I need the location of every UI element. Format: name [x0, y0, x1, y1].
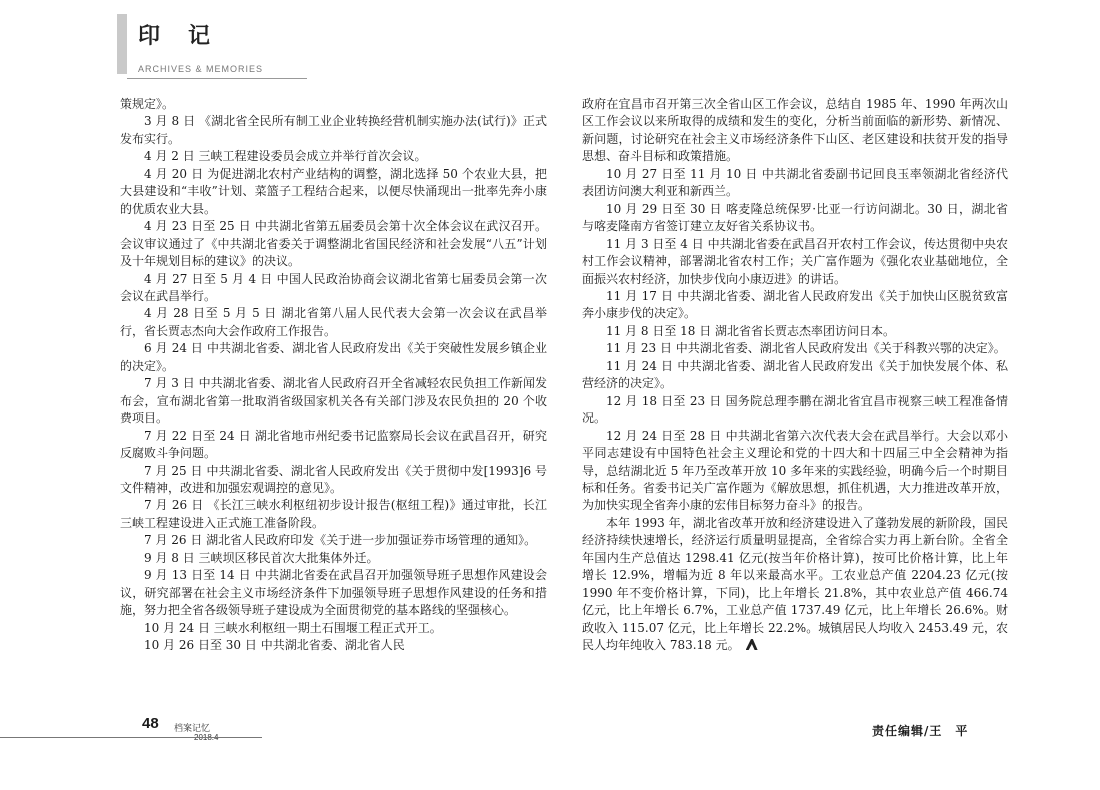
right-column [582, 96, 1008, 655]
magazine-name: 档案记忆 [174, 724, 211, 734]
entry-paragraph [120, 375, 547, 427]
entry-text: 7 月 22 日至 24 日 湖北省地市州纪委书记监察局长会议在武昌召开，研究反腐败斗争问题。 [120, 428, 547, 461]
entry-text: 4 月 2 日 三峡工程建设委员会成立并举行首次会议。 [144, 149, 427, 164]
header-rule [127, 78, 307, 79]
entry-paragraph [582, 96, 1008, 166]
entry-text: 10 月 26 日至 30 日 中共湖北省委、湖北省人民 [144, 638, 405, 653]
footer-rule [0, 737, 262, 738]
entry-paragraph [582, 515, 1008, 655]
entry-text: 4 月 23 日至 25 日 中共湖北省第五届委员会第十次全体会议在武汉召开。会议审议通过了《中共湖北省委关于调整湖北省国民经济和社会发展“八五”计划及十年规划目标的建议》的决议。 [120, 219, 547, 269]
entry-paragraph [120, 305, 547, 340]
entry-text: 4 月 20 日 为促进湖北农村产业结构的调整，湖北选择 50 个农业大县，把大县建设和“丰收”计划、菜篮子工程结合起来，以便尽快涌现出一批率先奔小康的优质农业大县。 [120, 166, 547, 216]
entry-paragraph [582, 358, 1008, 393]
entry-text: 9 月 13 日至 14 日 中共湖北省委在武昌召开加强领导班子思想作风建设会议，研究部署在社会主义市场经济条件下加强领导班子思想作风建设的任务和措施，努力把全省各级领导班子建设成为全面贯彻党的基本路线的坚强核心。 [120, 568, 547, 618]
entry-text: 4 月 27 日至 5 月 4 日 中国人民政治协商会议湖北省第七届委员会第一次会议在武昌举行。 [120, 271, 547, 303]
entry-paragraph [120, 463, 547, 498]
section-title: 印记 [138, 23, 239, 49]
entry-paragraph [582, 323, 1008, 340]
entry-paragraph [582, 340, 1008, 357]
header-accent-bar [117, 14, 127, 74]
entry-text: 10 月 29 日至 30 日 喀麦隆总统保罗·比亚一行访问湖北。30 日，湖北省与喀麦隆南方省签订建立友好省关系协议书。 [582, 201, 1008, 234]
entry-text: 9 月 8 日 三峡坝区移民首次大批集体外迁。 [144, 550, 379, 565]
entry-text: 7 月 26 日 《长江三峡水利枢纽初步设计报告(枢纽工程)》通过审批，长江三峡工程建设进入正式施工准备阶段。 [120, 498, 547, 530]
entry-text: 本年 1993 年，湖北省改革开放和经济建设进入了蓬勃发展的新阶段，国民经济持续快速增长，经济运行质量明显提高，全省综合实力再上新台阶。全省全年国内生产总值达 1298.41 亿元(按当年价格计算)，按可比价格计算，比上年增长 12.9%，增幅为近 8 年以来最高水平。工农业总产值 2204.23 亿元(按 1990 年不变价格计算，下同)，比上年增长 21.8%，其中农业总产值 466.74 亿元，比上年增长 6.7%，工业总产值 1737.49 亿元，比上年增长 26.6%。财政收入 115.07 亿元，比上年增长 22.2%。城镇居民人均收入 2453.49 元，农民人均年纯收入 783.18 元。 [582, 515, 1008, 653]
entry-text: 11 月 24 日 中共湖北省委、湖北省人民政府发出《关于加快发展个体、私营经济的决定》。 [582, 358, 1008, 391]
entry-text: 10 月 24 日 三峡水利枢纽一期土石围堰工程正式开工。 [144, 620, 442, 635]
entry-text: 7 月 25 日 中共湖北省委、湖北省人民政府发出《关于贯彻中发[1993]6 号文件精神，改进和加强宏观调控的意见》。 [120, 463, 547, 495]
left-column [120, 96, 547, 655]
entry-text: 10 月 27 日至 11 月 10 日 中共湖北省委副书记回良玉率领湖北省经济代表团访问澳大利亚和新西兰。 [582, 166, 1008, 199]
entry-paragraph [582, 166, 1008, 201]
entry-paragraph [120, 620, 547, 637]
entry-text: 3 月 8 日 《湖北省全民所有制工业企业转换经营机制实施办法(试行)》正式发布实行。 [120, 114, 547, 146]
entry-text: 6 月 24 日 中共湖北省委、湖北省人民政府发出《关于突破性发展乡镇企业的决定》。 [120, 341, 547, 373]
editor-credit: 责任编辑/王 平 [872, 724, 969, 738]
entry-paragraph [582, 236, 1008, 288]
entry-paragraph [582, 201, 1008, 236]
entry-paragraph [582, 428, 1008, 515]
entry-text: 11 月 17 日 中共湖北省委、湖北省人民政府发出《关于加快山区脱贫致富奔小康步伐的决定》。 [582, 288, 1008, 321]
entry-text: 11 月 8 日至 18 日 湖北省省长贾志杰率团访问日本。 [606, 323, 896, 338]
issue-number: 2018.4 [194, 733, 219, 742]
entry-paragraph [120, 113, 547, 148]
entry-paragraph [120, 497, 547, 532]
page-number: 48 [142, 715, 159, 732]
end-mark-icon [746, 639, 758, 650]
entry-paragraph [120, 428, 547, 463]
entry-text: 12 月 24 日至 28 日 中共湖北省第六次代表大会在武昌举行。大会以邓小平同志建设有中国特色社会主义理论和党的十四大和十四届三中全会精神为指导，总结湖北近 5 年乃至改革开放 10 多年来的实践经验，明确今后一个时期目标和任务。省委书记关广富作题为《解放思想，抓住机遇，大力推进改革开放，为加快实现全省奔小康的宏伟目标努力奋斗》的报告。 [582, 428, 1008, 513]
entry-text: 12 月 18 日至 23 日 国务院总理李鹏在湖北省宜昌市视察三峡工程准备情况。 [582, 393, 1008, 426]
entry-text: 策规定》。 [120, 97, 175, 111]
entry-text: 7 月 26 日 湖北省人民政府印发《关于进一步加强证券市场管理的通知》。 [144, 533, 537, 548]
entry-paragraph [120, 550, 547, 567]
section-subtitle: ARCHIVES & MEMORIES [138, 64, 264, 74]
entry-text: 11 月 23 日 中共湖北省委、湖北省人民政府发出《关于科教兴鄂的决定》。 [606, 341, 1006, 356]
entry-paragraph [120, 567, 547, 619]
entry-paragraph [582, 393, 1008, 428]
entry-text: 4 月 28 日至 5 月 5 日 湖北省第八届人民代表大会第一次会议在武昌举行，省长贾志杰向大会作政府工作报告。 [120, 306, 547, 338]
entry-paragraph [120, 532, 547, 549]
entry-paragraph [120, 148, 547, 165]
entry-text: 7 月 3 日 中共湖北省委、湖北省人民政府召开全省减轻农民负担工作新闻发布会，宣布湖北省第一批取消省级国家机关各有关部门涉及农民负担的 20 个收费项目。 [120, 376, 547, 426]
entry-paragraph [120, 340, 547, 375]
entry-paragraph [120, 166, 547, 218]
entry-text: 11 月 3 日至 4 日 中共湖北省委在武昌召开农村工作会议，传达贯彻中央农村工作会议精神，部署湖北省农村工作；关广富作题为《强化农业基础地位，全面振兴农村经济，加快步伐向小康迈进》的讲话。 [582, 236, 1008, 286]
entry-paragraph [120, 96, 547, 113]
entry-paragraph [120, 637, 547, 654]
entry-text: 政府在宜昌市召开第三次全省山区工作会议，总结自 1985 年、1990 年两次山区工作会议以来所取得的成绩和发生的变化，分析当前面临的新形势、新情况、新问题，讨论研究在社会主义市场经济条件下山区、老区建设和扶贫开发的指导思想、奋斗目标和政策措施。 [582, 97, 1008, 164]
entry-paragraph [582, 288, 1008, 323]
entry-paragraph [120, 271, 547, 306]
entry-paragraph [120, 218, 547, 270]
